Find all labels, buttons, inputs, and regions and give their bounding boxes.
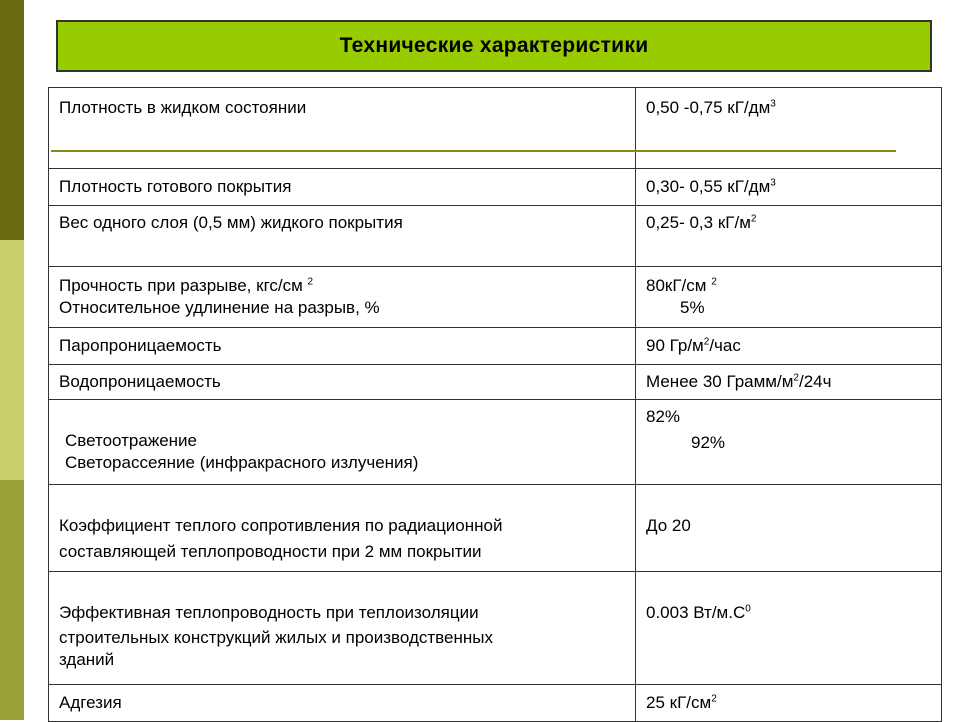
table-row [49, 206, 941, 267]
decor-strip-middle [0, 240, 24, 480]
title-banner [56, 20, 932, 72]
row-value: 25 кГ/см [646, 693, 712, 712]
row-value: 0,50 -0,75 кГ/дм [646, 98, 771, 117]
decor-strip-bottom [0, 480, 24, 720]
table-row [49, 365, 941, 400]
row-value-cell [636, 206, 941, 266]
row-value: 5% [680, 298, 705, 317]
specs-table [48, 87, 942, 722]
row-value: 90 Гр/м [646, 336, 704, 355]
row-label: строительных конструкций жилых и производственных [59, 628, 493, 647]
row-label-cell [49, 572, 636, 684]
row-value: 0.003 Вт/м.С [646, 603, 746, 622]
row-label-superscript: 2 [307, 276, 314, 288]
decor-strip-top [0, 0, 24, 240]
table-row [49, 685, 941, 722]
row-value: Менее 30 Грамм/м [646, 372, 794, 391]
table-row [49, 88, 941, 169]
row-value-superscript: 2 [703, 336, 710, 348]
row-label: зданий [59, 650, 115, 669]
row-label: Вес одного слоя (0,5 мм) жидкого покрытия [59, 213, 403, 232]
row-label: Водопроницаемость [59, 372, 221, 391]
row-label: Адгезия [59, 693, 122, 712]
row-label-cell [49, 485, 636, 571]
row-label: Коэффициент теплого сопротивления по радиационной [59, 516, 503, 535]
row-label: Относительное удлинение на разрыв, % [59, 298, 380, 317]
table-row [49, 328, 941, 365]
row-value-cell [636, 365, 941, 399]
row-value-superscript: 2 [750, 213, 757, 225]
table-row [49, 400, 941, 485]
table-row [49, 267, 941, 328]
row-label-cell [49, 169, 636, 205]
row-value-cell [636, 572, 941, 684]
row-value-superscript: 0 [745, 603, 751, 615]
row-label-cell [49, 365, 636, 399]
row-value: 92% [691, 433, 726, 452]
row-label-cell [49, 685, 636, 721]
row-value: /час [709, 336, 741, 355]
row-label: составляющей теплопроводности при 2 мм покрытии [59, 542, 482, 561]
row-label: Паропроницаемость [59, 336, 222, 355]
row-label: Плотность готового покрытия [59, 177, 292, 196]
row-label-cell [49, 400, 636, 484]
row-value-cell [636, 169, 941, 205]
row-label-cell [49, 206, 636, 266]
row-label-cell [49, 267, 636, 327]
row-label: Плотность в жидком состоянии [59, 98, 307, 117]
row-label: Эффективная теплопроводность при теплоизоляции [59, 603, 479, 622]
table-row [49, 169, 941, 206]
row-value-superscript: 2 [711, 276, 717, 288]
row-label: Светоотражение [65, 431, 197, 450]
row-value: 82% [646, 407, 681, 426]
row-value-cell [636, 400, 941, 484]
row-value: /24ч [798, 372, 832, 391]
row-value-cell [636, 267, 941, 327]
page-title: Технические характеристики [339, 34, 649, 57]
divider-line [51, 150, 896, 152]
row-value-superscript: 2 [793, 372, 799, 384]
row-value-cell [636, 685, 941, 721]
table-row [49, 572, 941, 685]
row-value-superscript: 3 [770, 98, 776, 110]
row-value: 80кГ/см [646, 276, 707, 295]
row-value-cell [636, 485, 941, 571]
row-value-superscript: 2 [711, 693, 717, 705]
row-label: Прочность при разрыве, кгс/см [59, 276, 303, 295]
row-value: До 20 [646, 516, 691, 535]
row-label: Светорассеяние (инфракрасного излучения) [65, 453, 419, 472]
row-label-cell [49, 88, 636, 168]
row-value-superscript: 3 [770, 177, 776, 189]
row-value: 0,30- 0,55 кГ/дм [646, 177, 771, 196]
row-value: 0,25- 0,3 кГ/м [646, 213, 751, 232]
table-row [49, 485, 941, 572]
row-value-cell [636, 88, 941, 168]
row-label-cell [49, 328, 636, 364]
row-value-cell [636, 328, 941, 364]
